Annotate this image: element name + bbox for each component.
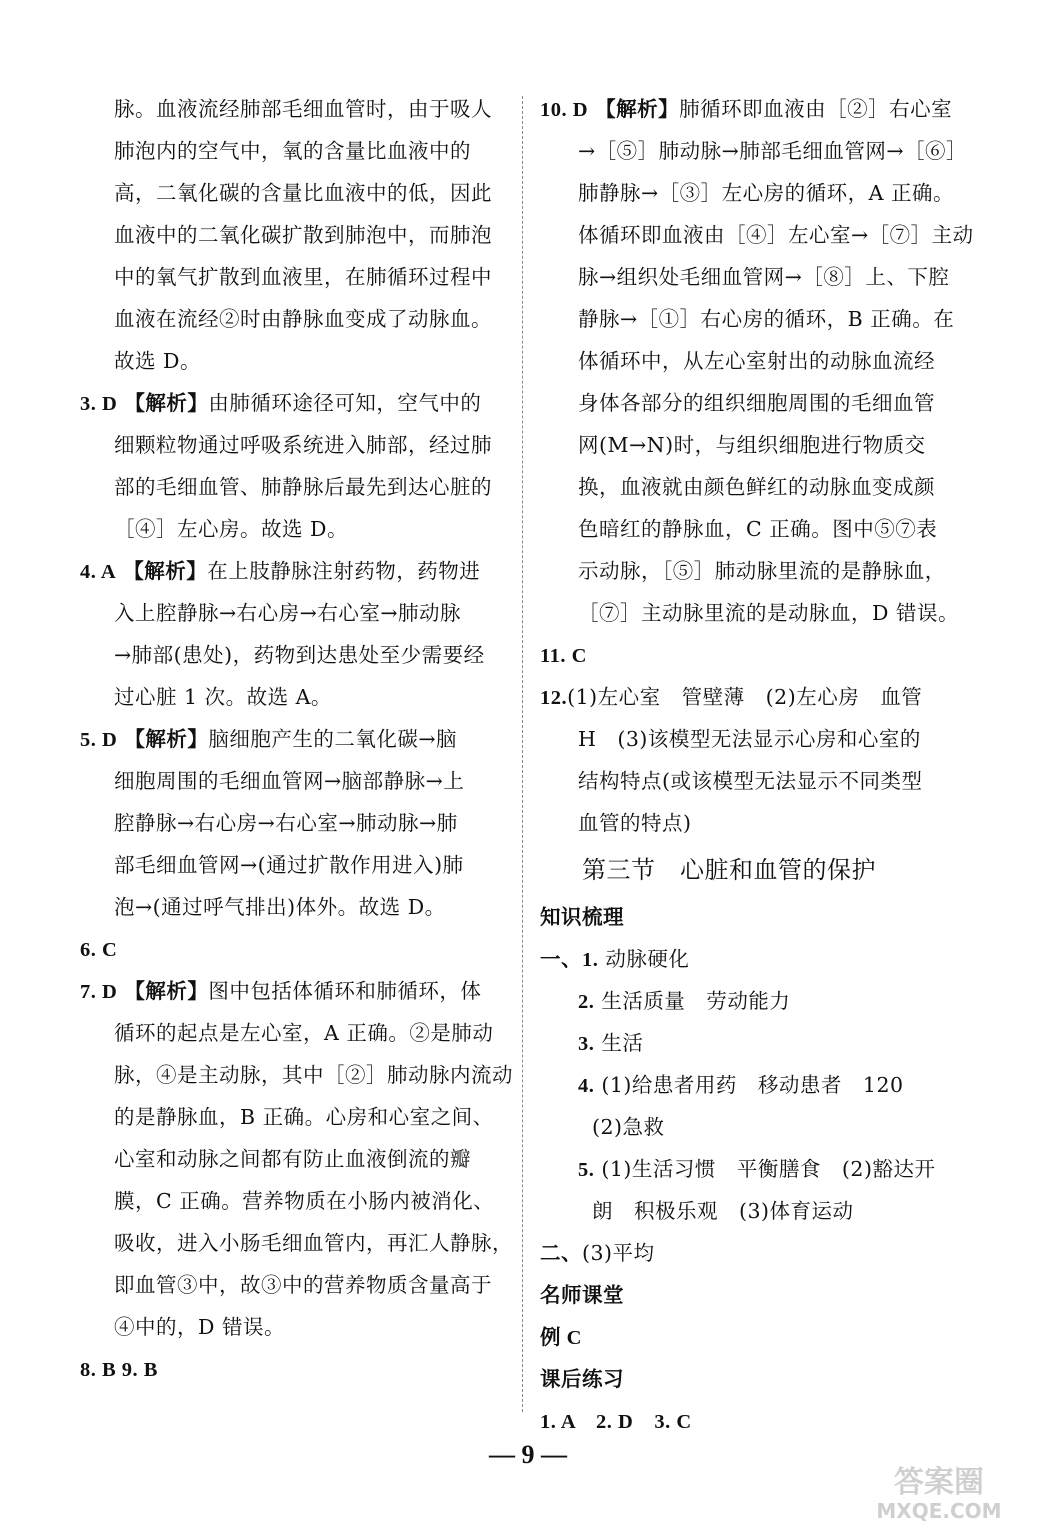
answer-text: (1)给患者用药 移动患者 120 xyxy=(594,1073,904,1097)
question-number: 5. D xyxy=(80,729,118,751)
subsection-heading: 知识梳理 xyxy=(540,905,624,929)
text-line: 入上腔静脉→右心房→右心室→肺动脉 xyxy=(114,601,462,625)
answer-item xyxy=(80,970,510,1012)
text-line: 脉。血液流经肺部毛细血管时，由于吸人 xyxy=(114,97,492,121)
question-number: 3. xyxy=(578,1033,595,1055)
left-column xyxy=(80,88,513,1390)
answer-item xyxy=(80,382,510,424)
answer-text: 图中包括体循环和肺循环，体 xyxy=(208,979,482,1003)
section-title: 第三节 心脏和血管的保护 xyxy=(582,856,876,884)
question-number: 1. A 2. D 3. C xyxy=(540,1411,692,1433)
text-line: 血液在流经②时由静脉血变成了动脉血。 xyxy=(114,307,492,331)
text-line: H (3)该模型无法显示心房和心室的 xyxy=(578,727,921,751)
text-line: 网(M→N)时，与组织细胞进行物质交 xyxy=(578,433,926,457)
question-number: 3. D xyxy=(80,393,118,415)
question-number: 一、1. xyxy=(540,949,599,971)
answer-item xyxy=(540,938,960,980)
text-line: 换，血液就由颜色鲜红的动脉血变成颜 xyxy=(578,475,935,499)
text-line: 脉，④是主动脉，其中［②］肺动脉内流动 xyxy=(114,1063,513,1087)
text-line: 高，二氧化碳的含量比血液中的低，因此 xyxy=(114,181,492,205)
text-line: 的是静脉血，B 正确。心房和心室之间、 xyxy=(114,1105,494,1129)
text-line: 静脉→［①］右心房的循环，B 正确。在 xyxy=(578,307,955,331)
question-number: 10. D xyxy=(540,99,589,121)
analysis-tag: 【解析】 xyxy=(124,727,209,751)
text-line: 故选 D。 xyxy=(114,349,201,373)
text-line: 朗 积极乐观 (3)体育运动 xyxy=(592,1199,854,1223)
text-line: 细颗粒物通过呼吸系统进入肺部，经过肺 xyxy=(114,433,492,457)
page-number: — 9 — xyxy=(489,1440,567,1469)
text-line: (2)急救 xyxy=(592,1115,665,1139)
analysis-tag: 【解析】 xyxy=(124,979,209,1003)
text-line: 血管的特点) xyxy=(578,811,692,835)
right-column xyxy=(540,88,974,1442)
subsection-heading: 名师课堂 xyxy=(540,1283,624,1307)
question-number: 7. D xyxy=(80,981,118,1003)
answer-item xyxy=(80,718,510,760)
answer-text: 由肺循环途径可知，空气中的 xyxy=(208,391,482,415)
text-line: 脉→组织处毛细血管网→［⑧］上、下腔 xyxy=(578,265,950,289)
answer-text: 肺循环即血液由［②］右心室 xyxy=(679,97,953,121)
text-line: 腔静脉→右心房→右心室→肺动脉→肺 xyxy=(114,811,458,835)
answer-item xyxy=(540,1022,960,1064)
text-line: 部的毛细血管、肺静脉后最先到达心脏的 xyxy=(114,475,492,499)
text-line: 肺泡内的空气中，氧的含量比血液中的 xyxy=(114,139,471,163)
question-number: 例 C xyxy=(540,1327,582,1349)
text-line: 心室和动脉之间都有防止血液倒流的瓣 xyxy=(114,1147,471,1171)
answer-text: (1)生活习惯 平衡膳食 (2)豁达开 xyxy=(594,1157,936,1181)
text-line: 过心脏 1 次。故选 A。 xyxy=(114,685,332,709)
answer-text: (1)左心室 管壁薄 (2)左心房 血管 xyxy=(567,685,923,709)
text-line: 即血管③中，故③中的营养物质含量高于 xyxy=(114,1273,492,1297)
text-line: 结构特点(或该模型无法显示不同类型 xyxy=(578,769,923,793)
subsection-heading: 课后练习 xyxy=(540,1367,624,1391)
analysis-tag: 【解析】 xyxy=(124,391,209,415)
text-line: 细胞周围的毛细血管网→脑部静脉→上 xyxy=(114,769,465,793)
answer-text: 生活质量 劳动能力 xyxy=(594,989,791,1013)
question-number: 6. C xyxy=(80,939,118,961)
answer-text: 动脉硬化 xyxy=(598,947,690,971)
text-line: 体循环即血液由［④］左心室→［⑦］主动 xyxy=(578,223,974,247)
question-number: 4. A xyxy=(80,561,117,583)
column-divider xyxy=(522,96,523,1412)
question-number: 11. C xyxy=(540,645,587,667)
text-line: 身体各部分的组织细胞周围的毛细血管 xyxy=(578,391,935,415)
watermark-logo xyxy=(839,1456,1039,1526)
answer-item xyxy=(80,550,510,592)
text-line: 吸收，进入小肠毛细血管内，再汇人静脉， xyxy=(114,1231,513,1255)
analysis-tag: 【解析】 xyxy=(595,97,680,121)
text-line: 血液中的二氧化碳扩散到肺泡中，而肺泡 xyxy=(114,223,492,247)
text-line: ［⑦］主动脉里流的是动脉血，D 错误。 xyxy=(578,601,959,625)
analysis-tag: 【解析】 xyxy=(123,559,208,583)
answer-text: (3)平均 xyxy=(582,1241,655,1265)
text-line: 肺静脉→［③］左心房的循环，A 正确。 xyxy=(578,181,954,205)
answer-item xyxy=(540,634,960,676)
text-line: 部毛细血管网→(通过扩散作用进入)肺 xyxy=(114,853,464,877)
text-line: 泡→(通过呼气排出)体外。故选 D。 xyxy=(114,895,446,919)
answer-item xyxy=(540,1400,960,1442)
answer-text: 生活 xyxy=(594,1031,644,1055)
text-line: 色暗红的静脉血，C 正确。图中⑤⑦表 xyxy=(578,517,938,541)
question-number: 4. xyxy=(578,1075,595,1097)
question-number: 8. B 9. B xyxy=(80,1359,158,1381)
question-number: 5. xyxy=(578,1159,595,1181)
answer-item xyxy=(540,1148,960,1190)
text-line: 膜，C 正确。营养物质在小肠内被消化、 xyxy=(114,1189,495,1213)
text-line: ④中的，D 错误。 xyxy=(114,1315,285,1339)
question-number: 2. xyxy=(578,991,595,1013)
answer-item xyxy=(540,1316,960,1358)
answer-text: 在上肢静脉注射药物，药物进 xyxy=(207,559,481,583)
text-line: 示动脉，［⑤］肺动脉里流的是静脉血， xyxy=(578,559,946,583)
text-line: 体循环中，从左心室射出的动脉血流经 xyxy=(578,349,935,373)
question-number: 二、 xyxy=(540,1243,582,1265)
answer-item xyxy=(80,928,510,970)
watermark-top: 答案圈 xyxy=(894,1465,984,1500)
answer-item xyxy=(540,980,960,1022)
question-number: 12. xyxy=(540,687,568,709)
answer-item xyxy=(540,1232,960,1274)
answer-text: 脑细胞产生的二氧化碳→脑 xyxy=(208,727,458,751)
answer-item xyxy=(540,88,960,130)
answer-item xyxy=(80,1348,510,1390)
text-line: 中的氧气扩散到血液里，在肺循环过程中 xyxy=(114,265,492,289)
text-line: 循环的起点是左心室，A 正确。②是肺动 xyxy=(114,1021,494,1045)
watermark-bottom: MXQE.COM xyxy=(876,1499,1002,1523)
text-line: ［④］左心房。故选 D。 xyxy=(114,517,348,541)
text-line: →肺部(患处)，药物到达患处至少需要经 xyxy=(114,643,485,667)
text-line: →［⑤］肺动脉→肺部毛细血管网→［⑥］ xyxy=(578,139,968,163)
answer-item xyxy=(540,676,960,718)
answer-item xyxy=(540,1064,960,1106)
